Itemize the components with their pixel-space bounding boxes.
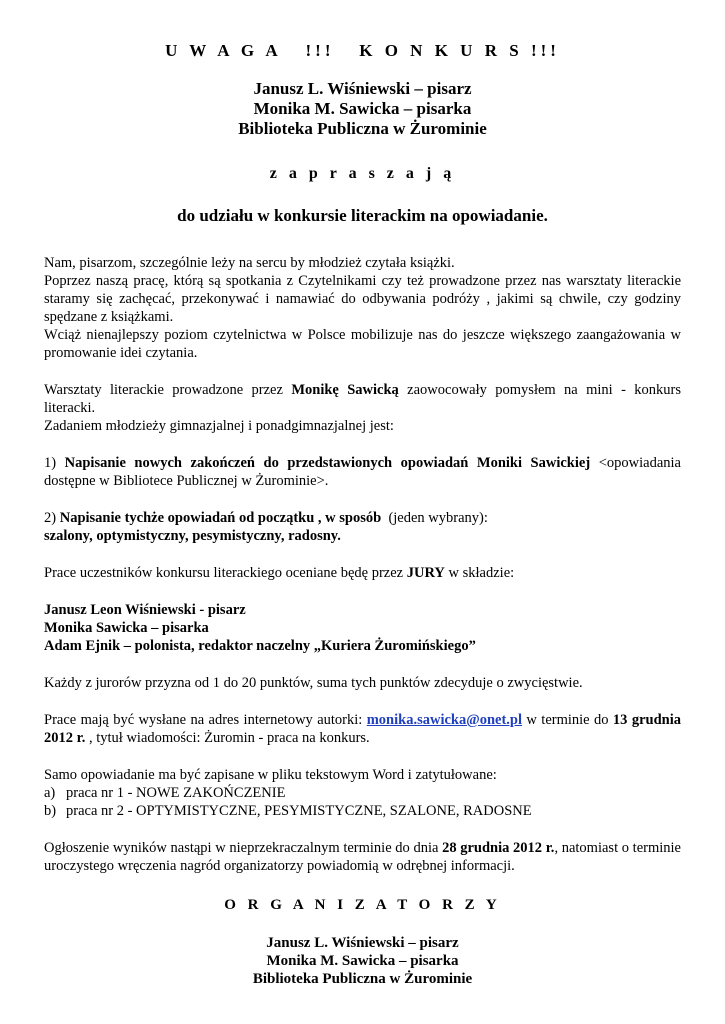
submission-text-pre: Prace mają być wysłane na adres internetowy autorki:	[44, 712, 367, 728]
organizer-2: Monika M. Sawicka – pisarka	[266, 953, 459, 969]
workshop-paragraph	[44, 381, 681, 417]
jury-member-3	[44, 637, 681, 655]
jury-intro	[44, 564, 681, 582]
task-intro: Zadaniem młodzieży gimnazjalnej i ponadgimnazjalnej jest:	[44, 418, 394, 434]
intro-paragraph-3: Wciąż nienajlepszy poziom czytelnictwa w Polsce mobilizuje nas do jeszcze większego zaangażowania w promowanie idei czytania.	[44, 327, 681, 361]
task-2	[44, 509, 681, 527]
format-item-b	[44, 802, 681, 820]
format-item-b-text: praca nr 2 - OPTYMISTYCZNE, PESYMISTYCZNE, SZALONE, RADOSNE	[66, 803, 532, 819]
organizers-names	[44, 934, 681, 988]
format-item-a-mark: a)	[44, 785, 56, 801]
jury-intro-pre: Prace uczestników konkursu literackiego oceniane będę przez	[44, 565, 407, 581]
document-body	[44, 254, 681, 875]
results-text-post: , natomiast o terminie uroczystego wręczenia nagród organizatorzy powiadomią w odrębnej informacji.	[44, 840, 681, 874]
workshop-text-pre: Warsztaty literackie prowadzone przez	[44, 382, 292, 398]
format-item-a	[44, 784, 681, 802]
jury-intro-post: w składzie:	[444, 565, 515, 581]
results-date: 28 grudnia 2012 r.	[442, 840, 555, 856]
task-2-style-list: szalony, optymistyczny, pesymistyczny, radosny.	[44, 528, 341, 544]
contest-subtitle: do udziału w konkursie literackim na opowiadanie.	[177, 206, 548, 225]
submission-text-post: , tytuł wiadomości: Żuromin - praca na konkurs.	[85, 730, 370, 746]
workshop-leader-name: Monikę Sawicką	[291, 382, 399, 398]
intro-paragraph-2: Poprzez naszą pracę, którą są spotkania z Czytelnikami czy też prowadzone przez nas warsztaty literackie staramy się zachęcać, przekonywać i namawiać do odbywania podróży , jakimi są chwile, czy godziny spędzane z książkami.	[44, 273, 681, 325]
submission-deadline: 13 grudnia 2012 r.	[44, 712, 681, 746]
workshop-text-post: zaowocowały pomysłem na mini - konkurs literacki.	[44, 382, 682, 416]
format-intro: Samo opowiadanie ma być zapisane w pliku tekstowym Word i zatytułowane:	[44, 767, 497, 783]
jury-label: JURY	[406, 565, 445, 581]
header-name-3: Biblioteka Publiczna w Żurominie	[238, 119, 487, 138]
header-names	[44, 79, 681, 139]
jury-members	[44, 601, 681, 655]
jury-member-2-name: Monika Sawicka – pisarka	[44, 620, 209, 636]
jury-member-2	[44, 619, 681, 637]
task-2-styles	[44, 527, 681, 545]
task-1	[44, 454, 681, 490]
invite-word: z a p r a s z a j ą	[269, 165, 456, 182]
results-paragraph	[44, 839, 681, 875]
organizer-3: Biblioteka Publiczna w Żurominie	[252, 971, 473, 987]
document-page	[44, 40, 681, 988]
task-2-title: Napisanie tychże opowiadań od początku , w sposób	[59, 510, 382, 526]
jury-member-3-name: Adam Ejnik – polonista, redaktor naczelny „Kuriera Żuromińskiego”	[44, 638, 476, 654]
intro-paragraph-1: Nam, pisarzom, szczególnie leży na sercu by młodzież czytała książki.	[44, 255, 455, 271]
task-1-note: <opowiadania dostępne w Bibliotece Publicznej w Żurominie>.	[44, 455, 681, 489]
submission-text-mid: w terminie do	[522, 712, 613, 728]
submission-paragraph	[44, 711, 681, 747]
jury-member-1	[44, 601, 681, 619]
scoring-rule: Każdy z jurorów przyzna od 1 do 20 punktów, suma tych punktów zdecyduje o zwycięstwie.	[44, 675, 583, 691]
results-text-pre: Ogłoszenie wyników nastąpi w nieprzekraczalnym terminie do dnia	[44, 840, 443, 856]
task-1-title: Napisanie nowych zakończeń do przedstawionych opowiadań Moniki Sawickiej	[64, 455, 591, 471]
format-item-b-mark: b)	[44, 803, 57, 819]
jury-member-1-name: Janusz Leon Wiśniewski - pisarz	[44, 602, 246, 618]
organizer-1: Janusz L. Wiśniewski – pisarz	[266, 935, 459, 951]
announcement-title: U W A G A !!! K O N K U R S !!!	[165, 41, 560, 60]
format-item-a-text: praca nr 1 - NOWE ZAKOŃCZENIE	[66, 785, 286, 801]
header-name-2: Monika M. Sawicka – pisarka	[253, 99, 472, 118]
author-email-link[interactable]: monika.sawicka@onet.pl	[366, 712, 523, 728]
task-1-number: 1)	[44, 455, 65, 471]
organizers-title: O R G A N I Z A T O R Z Y	[224, 897, 501, 913]
task-2-note: (jeden wybrany):	[381, 510, 488, 526]
task-2-number: 2)	[44, 510, 60, 526]
header-name-1: Janusz L. Wiśniewski – pisarz	[253, 79, 472, 98]
